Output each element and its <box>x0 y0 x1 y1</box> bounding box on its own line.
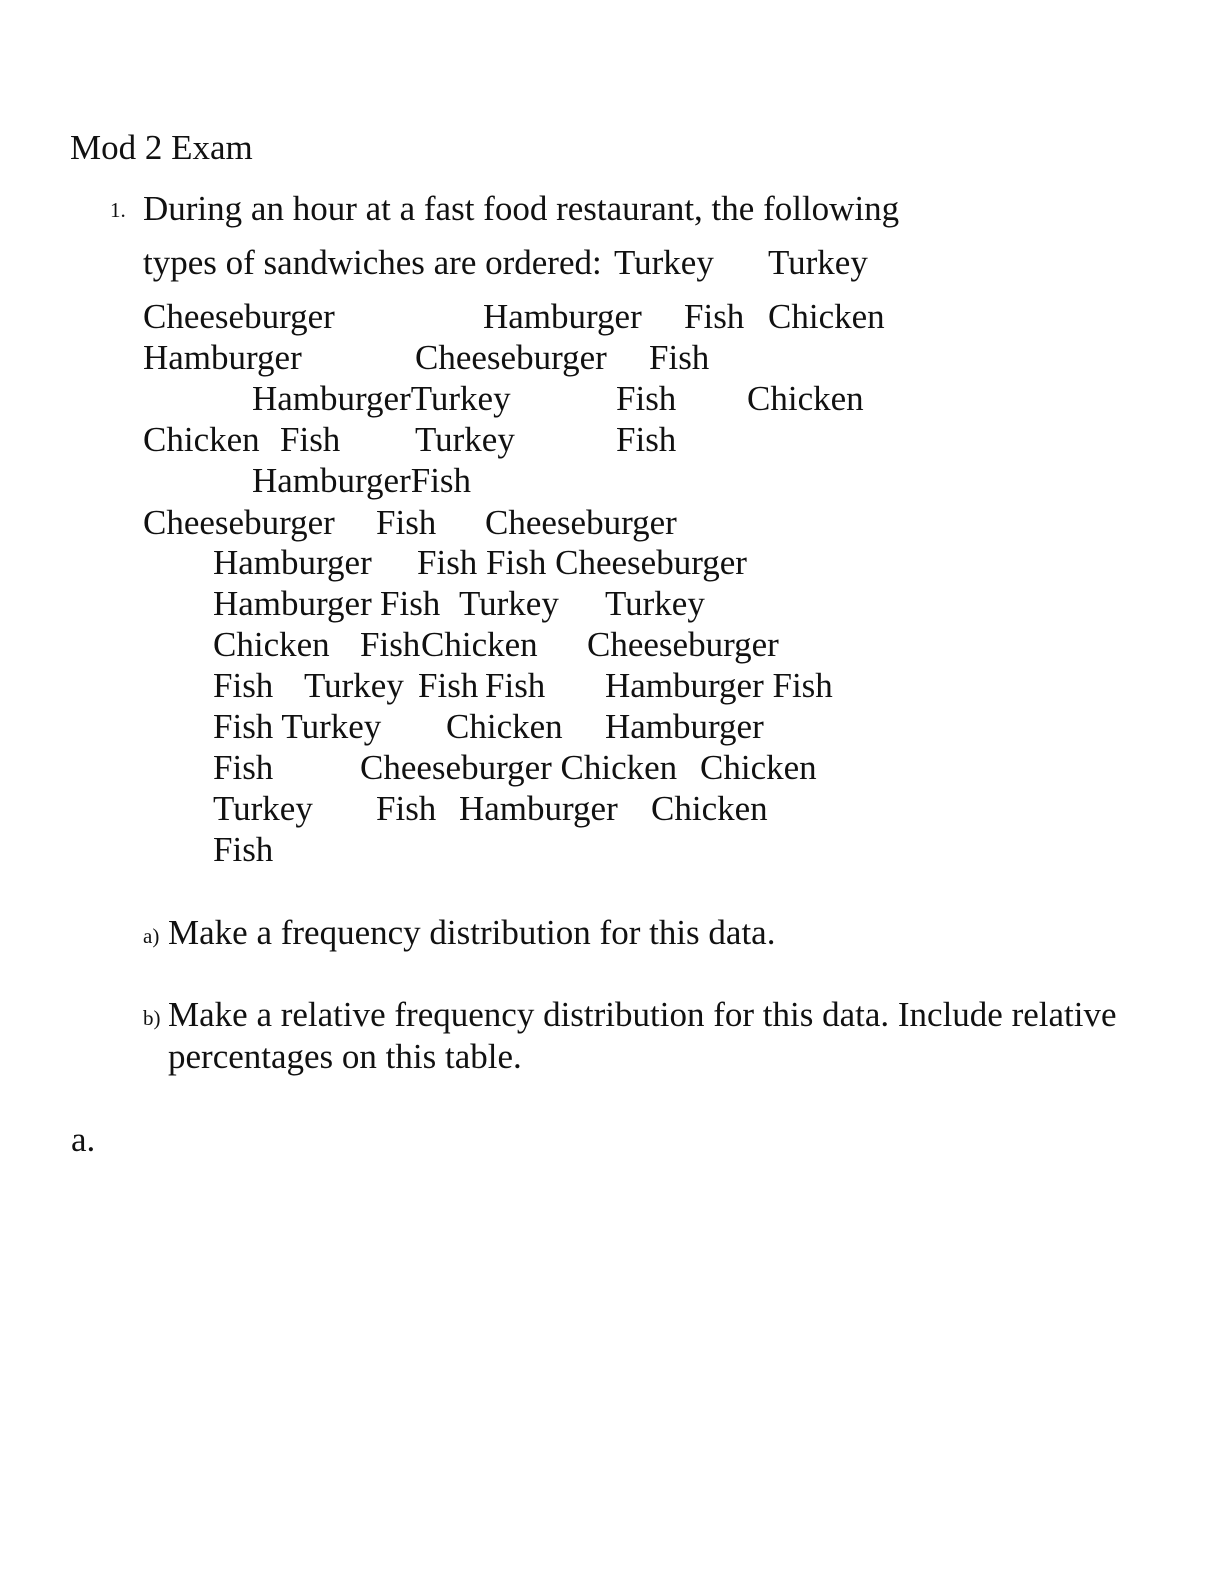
data-item: Hamburger <box>213 584 372 623</box>
data-item: Turkey <box>605 584 705 623</box>
data-item: Cheeseburger Chicken <box>360 748 678 787</box>
data-item: Fish <box>280 420 341 459</box>
data-item: Turkey <box>213 789 313 828</box>
data-item: Turkey <box>614 243 714 282</box>
data-item: Fish <box>649 338 710 377</box>
data-item: Cheeseburger <box>485 503 677 542</box>
question-text-line-2: types of sandwiches are ordered: <box>143 243 602 282</box>
data-item: Fish <box>616 420 677 459</box>
data-item: Cheeseburger <box>143 297 335 336</box>
part-b-text-line-2: percentages on this table. <box>168 1037 522 1076</box>
data-item: Chicken <box>213 625 330 664</box>
data-item: Turkey <box>304 666 404 705</box>
question-number: 1. <box>110 198 126 222</box>
data-item: Chicken <box>768 297 885 336</box>
question-text-line-1: During an hour at a fast food restaurant, the following <box>143 189 900 228</box>
data-item: Fish Fish Cheeseburger <box>417 543 747 582</box>
data-item: Hamburger <box>143 338 302 377</box>
data-item: Cheeseburger <box>143 503 335 542</box>
part-a-text: Make a frequency distribution for this data. <box>168 913 776 952</box>
data-item: Hamburger <box>483 297 642 336</box>
data-item: Fish <box>213 830 274 869</box>
data-item: Chicken <box>700 748 817 787</box>
data-item: Chicken <box>446 707 563 746</box>
data-item: Fish <box>213 748 274 787</box>
exam-title: Mod 2 Exam <box>70 128 253 167</box>
data-item: Fish <box>360 625 421 664</box>
data-item: Hamburger <box>213 543 372 582</box>
data-item: Fish Turkey <box>213 707 382 746</box>
part-b-label: b) <box>143 1006 161 1030</box>
data-item: HamburgerTurkey <box>252 379 511 418</box>
data-item: Cheeseburger <box>587 625 779 664</box>
data-item: Hamburger <box>459 789 618 828</box>
data-item: Chicken <box>421 625 538 664</box>
data-item: Chicken <box>651 789 768 828</box>
data-item: Fish <box>616 379 677 418</box>
data-item: Cheeseburger <box>415 338 607 377</box>
part-a-label: a) <box>143 924 160 948</box>
part-b-text-line-1: Make a relative frequency distribution for this data. Include relative <box>168 995 1117 1034</box>
data-item: Chicken <box>747 379 864 418</box>
data-item: Fish <box>418 666 479 705</box>
data-item: Fish <box>380 584 441 623</box>
data-item: Hamburger Fish <box>605 666 833 705</box>
data-item: Fish <box>213 666 274 705</box>
answer-label: a. <box>71 1120 96 1159</box>
data-item: Turkey <box>459 584 559 623</box>
data-item: Fish <box>684 297 745 336</box>
data-item: HamburgerFish <box>252 461 472 500</box>
data-item: Fish <box>376 503 437 542</box>
data-item: Turkey <box>415 420 515 459</box>
data-item: Fish <box>485 666 546 705</box>
data-item: Hamburger <box>605 707 764 746</box>
data-item: Chicken <box>143 420 260 459</box>
data-item: Turkey <box>768 243 868 282</box>
data-item: Fish <box>376 789 437 828</box>
